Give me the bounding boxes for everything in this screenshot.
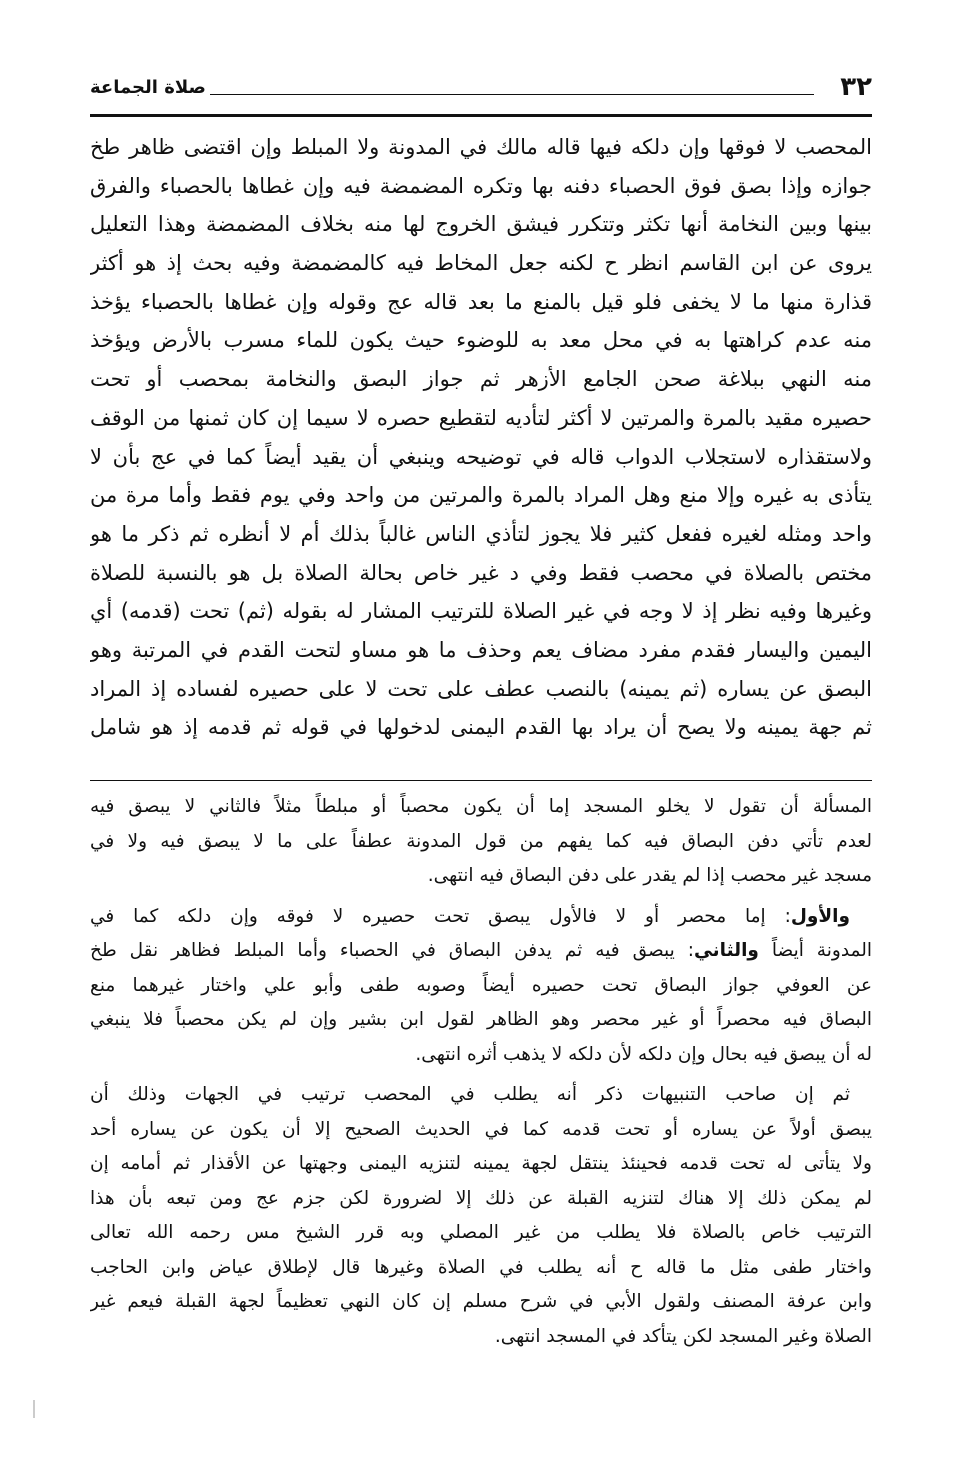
main-text-line: يروى عن ابن القاسم انظر ح لكنه جعل المخاط فيه كالمضمضة وفيه بحث إذ هو أكثر — [90, 251, 872, 276]
footnote-term: والثاني — [693, 940, 759, 961]
footnote-line: لعدم تأتي دفن البصاق فيه كما يفهم من قول المدونة عطفاً على ما لا يبصق فيه ولا في — [90, 830, 872, 852]
main-text-line: منه عدم كراهتها به في محل معد به للوضوء حيث يكون للماء مسرب بالأرض ويؤخذ — [90, 328, 872, 353]
running-title: صلاة الجماعة — [90, 77, 206, 98]
footnote-text: : إما محصر أو لا فالأول يبصق تحت حصيره لا فوقه وإن دلكه كما في — [90, 905, 791, 927]
main-text-line: ولاستقذاره لاستجلاب الدواب قاله في توضيحه وينبغي أن يقيد أيضاً كما في عج بأن لا — [90, 444, 872, 469]
page-number: ٣٢ — [840, 72, 872, 102]
footnote-line: يبصق أولاً عن يساره أو تحت قدمه كما في الحديث الصحيح إلا أن يكون عن يساره أحد — [90, 1118, 872, 1140]
footnote-line: عن العوفي جواز البصاق تحت حصيره أيضاً وصوبه طفى وأبو علي واختار غيرهما منع — [90, 974, 872, 996]
header-rule — [90, 114, 872, 117]
footnote-line — [90, 900, 872, 935]
main-text-line: يتأذى به غيره وإلا منع وهل المراد بالمرة والمرتين من واحد وفي يوم فقط وأما مرة من — [90, 483, 872, 508]
footnote-line: وابن عرفة المصنف ولقول الأبي في شرح مسلم إن كان النهي تعظيماً لجهة القبلة فيعم غير — [90, 1291, 872, 1312]
main-text-line: ثم جهة يمينه ولا يصح أن يراد بها القدم اليمنى لدخولها في قوله ثم قدمه إذ هو شامل — [90, 715, 872, 740]
footnote-paragraph — [90, 900, 872, 1073]
footnote-line: لم يمكن ذلك إلا هناك لتنزيه القبلة عن ذلك إلا لضرورة لكن جزم عج ومن تبعه بأن هذا — [90, 1187, 872, 1209]
footnote-text: المدونة أيضاً — [771, 940, 872, 961]
footnote-line — [90, 934, 872, 969]
page-header — [90, 72, 872, 106]
footnote-line: مسجد غير محصب إذا لم يقدر على دفن البصاق فيه انتهى. — [427, 865, 872, 886]
footnote-separator — [90, 780, 872, 781]
footnote-line: الترتيب خاص بالصلاة فلا يطلب من غير المصلي وبه قرر الشيخ مس رحمه الله تعالى — [90, 1222, 872, 1243]
footnote-line: واختار طفى مثل ما قاله ح أنه يطلب في الصلاة وغيرها قال لإطلاق عياض وابن الحاجب — [90, 1256, 872, 1278]
footnote-term: والأول — [790, 905, 850, 927]
main-text-line: مختص بالصلاة في محصب فقط وفي د غير خاص بحالة الصلاة بل هو بالنسبة للصلاة — [90, 560, 872, 585]
main-text-line: وغيرها وفيه نظر إذ لا وجه في غير الصلاة للترتيب المشار له بقوله (ثم) تحت (قدمه) أي — [90, 599, 872, 624]
main-text-line: حصيره مقيد بالمرة والمرتين لا أكثر لتأديه لتقطيع حصره لا سيما إن كان ثمنها من الوقف — [90, 405, 872, 430]
footnote-line: المسألة أن تقول لا يخلو المسجد إما أن يكون محصباً أو مبلطاً مثلاً فالثاني لا يبصق فيه — [90, 796, 872, 817]
header-divider — [210, 94, 814, 95]
main-text-line: جوازه وإذا بصق فوق الحصباء دفنه بها وتكره المضمضة فيه وإن غطاها بالحصباء والفرق — [90, 173, 872, 198]
footnote-text: : يبصق فيه ثم يدفن البصاق في الحصباء وأما المبلط فظاهر نقل طخ — [90, 940, 694, 961]
main-text-line: منه النهي ببلاغة صحن الجامع الأزهر ثم جواز البصق والنخامة بمحصب أو تحت — [90, 367, 872, 392]
scan-mark — [33, 1400, 35, 1418]
footnote-line: ولا يتأتى له تحت قدمه فحينئذ ينتقل لجهة يمينه لتنزيه اليمنى وجهتها عن الأقذار ثم أمامه إن — [90, 1153, 872, 1174]
main-text-line: قذارة منها ما لا يخفى فلو قيل بالمنع ما بعد قاله عج وقوله وإن غطاها بالحصباء يؤخذ — [90, 289, 872, 314]
footnote-line: البصاق فيه محصراً أو غير محصر وهو الظاهر لقول ابن بشير وإن لم يكن محصباً فلا ينبغي — [90, 1009, 872, 1030]
main-text-line: البصق عن يساره (ثم يمينه) بالنصب عطف على تحت لا على حصيره لفساده إذ المراد — [90, 676, 872, 701]
footnote-line: الصلاة وغير المسجد لكن يتأكد في المسجد انتهى. — [494, 1325, 872, 1347]
main-text-body — [90, 128, 872, 747]
footnote-line: ثم إن صاحب التنبيهات ذكر أنه يطلب في المحصب ترتيب في الجهات وذلك أن — [90, 1084, 850, 1105]
footnotes-section — [90, 790, 872, 1360]
footnote-paragraph — [90, 790, 872, 894]
main-text-line: بينها وبين النخامة أنها تكثر وتتكرر فيشق الخروج لها منه بخلاف المضمضة وهذا التعليل — [90, 212, 872, 237]
footnote-line: له أن يبصق فيه بحال وإن دلكه لأن دلكه لا يذهب أثره انتهى. — [415, 1043, 872, 1065]
main-text-line: واحد ومثله لغيره ففعل كثير فلا يجوز لتأذي الناس غالباً بذلك أم لا أنظره ثم ذكر ما هو — [90, 521, 872, 546]
footnote-paragraph — [90, 1078, 872, 1354]
main-text-line: اليمين واليسار فقدم مفرد مضاف يعم وحذف ما هو مساو لتحت القدم في المرتبة وهو — [90, 637, 872, 662]
main-text-line: المحصب لا فوقها وإن دلكه فيها قاله مالك في المدونة ولا المبلط وإن اقتضى ظاهر طخ — [90, 135, 872, 159]
